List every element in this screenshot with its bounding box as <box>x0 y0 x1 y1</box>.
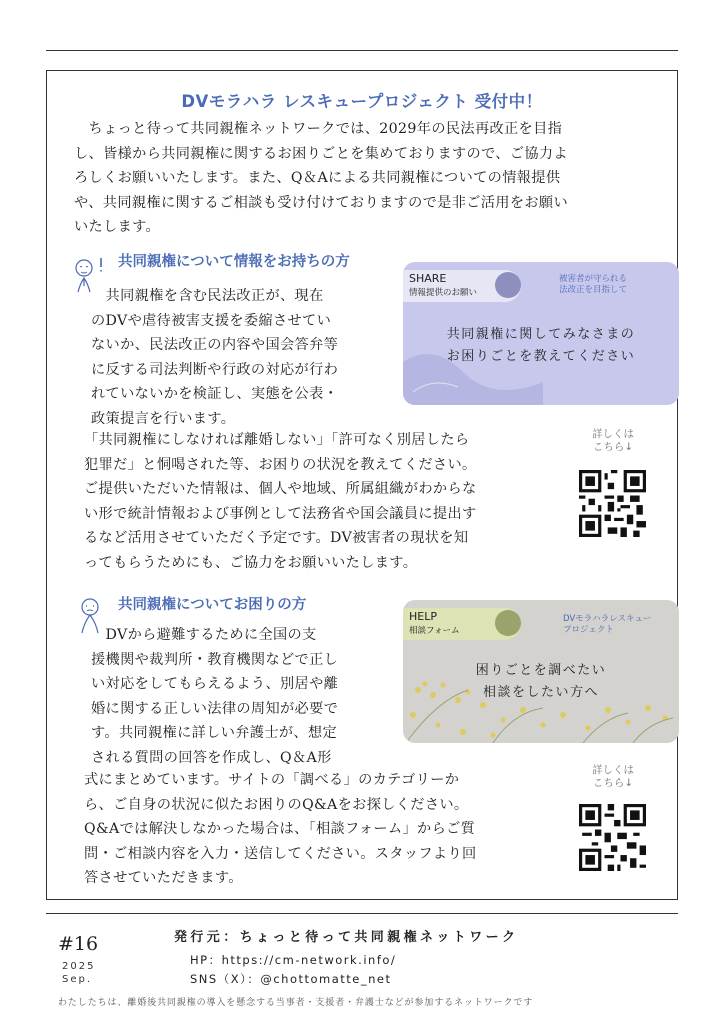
intro-line: ちょっと待って共同親権ネットワークでは、2029年の民法再改正を目指 <box>74 121 563 137</box>
section1-body-wide <box>84 428 477 575</box>
detail-line: 詳しくは <box>592 764 634 776</box>
body-line: ないか、民法改正の内容や国会答弁等 <box>91 337 339 353</box>
main-line: 相談をしたい方へ <box>482 685 599 700</box>
body-line: 共同親権を含む民法改正が、現在 <box>91 288 324 304</box>
help-side-note <box>563 614 651 636</box>
section2-body-narrow <box>91 623 338 770</box>
main-line: お困りごとを教えてください <box>446 349 636 364</box>
body-line: 政策提言を行います。 <box>91 410 236 427</box>
body-line: す。共同親権に詳しい弁護士が、想定 <box>91 725 338 741</box>
issue-year: 2025 <box>62 961 96 972</box>
intro-line: ろしくお願いいたします。また、Q＆Aによる共同親権についての情報提供 <box>74 170 561 186</box>
detail-line: こちら↓ <box>592 777 634 789</box>
body-line: 「共同親権にしなければ離婚しない」「許可なく別居したら <box>84 432 470 448</box>
body-line: 問・ご相談内容を入力・送信してください。スタッフより回 <box>84 845 477 862</box>
tagline: わたしたちは、離婚後共同親権の導入を懸念する当事者・支援者・弁護士などが参加するネットワークです <box>58 998 534 1008</box>
share-tag-sub: 情報提供のお願い <box>409 288 478 298</box>
body-line: DVから避難するために全国の支 <box>91 627 317 643</box>
publisher: 発行元：ちょっと待って共同親権ネットワーク <box>174 930 519 945</box>
page-title: DVモラハラ レスキュープロジェクト 受付中！ <box>181 92 543 111</box>
help-main-text <box>403 660 679 704</box>
side-note-line: 法改正を目指して <box>559 285 628 295</box>
help-tag-sub: 相談フォーム <box>409 626 460 636</box>
side-note-line: プロジェクト <box>563 625 614 635</box>
bottom-rule <box>46 913 678 914</box>
top-rule <box>46 50 678 51</box>
body-line: 犯罪だ」と恫喝された等、お困りの状況を教えてください。 <box>84 456 477 473</box>
main-line: 共同親権に関してみなさまの <box>446 327 636 342</box>
help-banner[interactable] <box>403 600 679 743</box>
body-line: に反する司法判断や行政の対応が行わ <box>91 361 339 378</box>
body-line: れていないかを検証し、実態を公表・ <box>91 386 339 402</box>
body-line: Q&Aでは解決しなかった場合は、「相談フォーム」からご質 <box>84 821 476 837</box>
detail-line: こちら↓ <box>592 441 634 453</box>
side-note-line: DVモラハラレスキュー <box>563 614 652 624</box>
body-line: るなど活用させていただく予定です。DV被害者の現状を知 <box>84 530 469 546</box>
body-line: 援機関や裁判所・教育機関などで正し <box>91 651 339 668</box>
body-line: ってもらうためにも、ご協力をお願いいたします。 <box>84 554 418 571</box>
leaf-icon <box>495 610 521 636</box>
issue-month: Sep. <box>62 974 93 985</box>
detail-label-2 <box>573 764 653 790</box>
section2-heading: 共同親権についてお困りの方 <box>118 597 307 613</box>
body-line: 式にまとめています。サイトの「調べる」のカテゴリーか <box>84 772 460 788</box>
intro-paragraph <box>74 117 568 240</box>
body-line: ら、ご自身の状況に似たお困りのQ&Aをお探しください。 <box>84 796 469 813</box>
body-line: のDVや虐待被害支援を委縮させてい <box>91 312 332 329</box>
share-main-text <box>403 324 679 368</box>
qr-code-icon[interactable] <box>579 470 646 537</box>
leaf-icon <box>495 272 521 298</box>
issue-date <box>62 960 95 986</box>
body-line: 婚に関する正しい法律の周知が必要で <box>91 700 339 717</box>
issue-number: #16 <box>58 933 99 955</box>
section1-heading: 共同親権について情報をお持ちの方 <box>118 254 350 270</box>
body-line: い対応をしてもらえるよう、別居や離 <box>91 676 339 692</box>
section1-body-narrow <box>91 284 338 431</box>
share-banner[interactable] <box>403 262 679 405</box>
body-line: ご提供いただいた情報は、個人や地域、所属組織がわからな <box>84 481 477 497</box>
detail-label-1 <box>573 428 653 454</box>
body-line: 答させていただきます。 <box>84 870 243 886</box>
intro-line: し、皆様から共同親権に関するお困りごとを集めておりますので、ご協力よ <box>74 145 568 162</box>
sns-link[interactable]: SNS（X）：@chottomatte_net <box>190 972 392 986</box>
help-tag-label: HELP <box>409 610 437 623</box>
intro-line: いたします。 <box>74 219 161 235</box>
share-tag-label: SHARE <box>409 272 447 285</box>
homepage-link[interactable]: HP：https://cm-network.info/ <box>190 953 397 967</box>
share-side-note <box>559 274 627 296</box>
body-line: い形で統計情報および事例として法務省や国会議員に提出す <box>84 505 477 522</box>
main-line: 困りごとを調べたい <box>475 663 607 678</box>
body-line: される質問の回答を作成し、Q＆A形 <box>91 749 332 766</box>
intro-line: や、共同親権に関するご相談も受け付けておりますので是非ご活用をお願い <box>74 194 568 211</box>
side-note-line: 被害者が守られる <box>559 274 628 284</box>
section2-body-wide <box>84 768 477 891</box>
detail-line: 詳しくは <box>592 428 634 440</box>
qr-code-icon[interactable] <box>579 804 646 871</box>
